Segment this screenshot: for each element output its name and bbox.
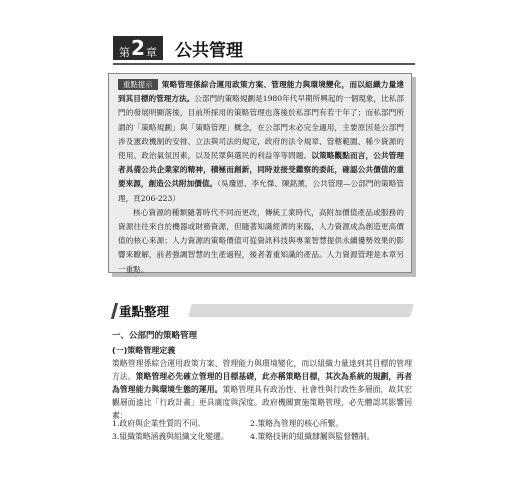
- chapter-badge: [113, 36, 163, 60]
- list-item: 3.組織策略涵義與組織文化變遷。: [112, 432, 229, 441]
- section-title: 重點整理: [119, 304, 170, 319]
- summary-citation: （吳瓊恩、李允傑、陳銘薰，公共管理—公部門的策略管理，頁206-223）: [118, 179, 404, 203]
- list-row: [112, 430, 412, 443]
- list-item: 2.策略為管理的核心所繫。: [250, 419, 344, 428]
- body-paragraph: [112, 357, 412, 422]
- section-rule: [188, 304, 413, 317]
- summary-tag: 重點提示: [118, 79, 158, 90]
- summary-body: 公部門的策略規劃是1980年代早期所興起的一個現象，比私部門的發展明顯落後，目前所採用的策略管理也落後於私部門有若干年了；而私部門所謂的「策略規劃」與「策略管理」概念，在公部門未必完全適用，主要原因是公部門涉及憲政機制的安排、立法與司法的規定，政府的法令規章、管轄範圍、稀少資源的使用、政治氣氛因素，以及民眾與選民的利益等等問題。: [118, 94, 405, 161]
- chapter-header: [113, 35, 243, 61]
- heading-2: (一)策略管理定義: [112, 346, 176, 355]
- list-item: 4.策略技術的組織隸屬與監督體制。: [250, 432, 375, 441]
- section-header: [113, 302, 169, 320]
- chapter-title: 公共管理: [175, 40, 243, 61]
- chapter-divider: [113, 63, 415, 65]
- body-text-bold: 策略管理必先確立管理的目標基礎，此亦稱策略目標，其次為系統的規劃，再者為管理能力與環境生態的運用。: [112, 372, 413, 394]
- chapter-suffix: 章: [145, 46, 157, 59]
- heading-1: 一、公部門的策略管理: [112, 331, 198, 341]
- body-text-c: 策略管理具有政治性、社會性與行政性多層面，故其宏觀層面遠比「行政計畫」更具廣度與深度。政府機關實施策略管理，必先體認其影響因素：: [112, 385, 412, 420]
- summary-paragraph-2: 核心資源的種類隨著時代不同而更改，傳統工業時代，高附加價值產品或服務的資源往往來自於機器或財務資源，但隨著知識經濟的來臨，人力資源成為創造更高價值的核心來源；人力資源的策略價值可從資訊科技與專業智慧提供永續優勢效果的影響來瞭解，前者強調智慧的生產過程，後者著重知識的產品。人力資源管理是本章另一重點。: [118, 207, 404, 274]
- chapter-prefix: 第: [119, 46, 131, 59]
- list-row: [112, 417, 412, 430]
- section-bar: [111, 303, 118, 319]
- summary-box: [108, 73, 412, 273]
- list-item: 1.政府與企業性質的不同。: [112, 419, 206, 428]
- factor-list: [112, 417, 412, 443]
- summary-emphasis: 以策略觀點而言，公共管理者具備公共企業家的精神，積極而創新，同時並接受鑑察的委託，確認公共價值的重要來源，創造公共附加價值。: [118, 151, 405, 189]
- summary-lead: 策略管理係綜合運用政策方案、管理能力與環境變化，而以組織力量達到其目標的管理方法。: [118, 80, 404, 104]
- body-text-a: 策略管理係綜合運用政策方案、管理能力與環境變化，而以組織力量達到其目標的管理方法。: [112, 359, 412, 381]
- chapter-number: 2: [131, 36, 145, 60]
- summary-paragraph-1: [118, 78, 404, 206]
